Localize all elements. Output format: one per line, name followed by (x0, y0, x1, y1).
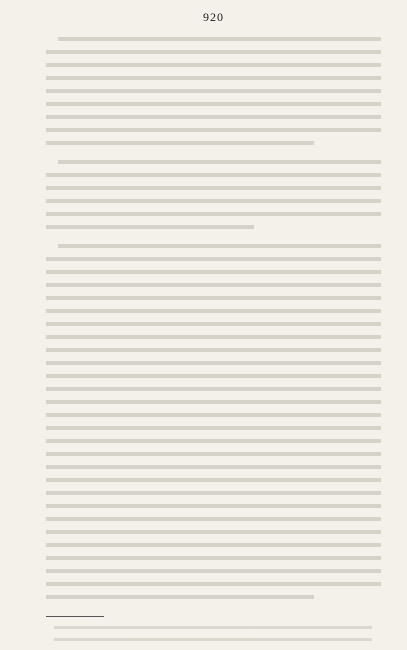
text-line (46, 306, 381, 317)
text-line (46, 138, 314, 149)
text-line (58, 34, 381, 45)
text-line (46, 60, 381, 71)
text-line (46, 222, 254, 233)
text-line (46, 591, 314, 602)
text-line (46, 319, 381, 330)
paragraph-etiology (46, 157, 381, 233)
text-line (46, 125, 381, 136)
footnote-divider (46, 616, 104, 617)
text-line (46, 565, 381, 576)
text-line (46, 183, 381, 194)
text-line (46, 449, 381, 460)
text-line (46, 552, 381, 563)
text-line (46, 254, 381, 265)
text-line (46, 209, 381, 220)
text-line (58, 157, 381, 168)
text-line (46, 436, 381, 447)
paragraph-pathological-process (46, 34, 381, 148)
text-line (46, 513, 381, 524)
text-line (46, 86, 381, 97)
text-line (46, 397, 381, 408)
text-line (46, 267, 381, 278)
text-line (46, 474, 381, 485)
text-line (46, 73, 381, 84)
text-line (46, 500, 381, 511)
text-line (46, 293, 381, 304)
text-line (46, 487, 381, 498)
text-line (46, 196, 381, 207)
paragraph-temperament (46, 241, 381, 602)
footnote-line (54, 635, 372, 644)
page-number: 920 (203, 10, 224, 24)
text-line (46, 280, 381, 291)
footnote-line (54, 623, 372, 632)
text-line (46, 539, 381, 550)
footnotes (46, 623, 381, 650)
text-line (46, 384, 381, 395)
text-line (46, 47, 381, 58)
text-line (46, 410, 381, 421)
text-line (46, 371, 381, 382)
text-line (46, 170, 381, 181)
text-line (58, 241, 381, 252)
text-line (46, 345, 381, 356)
text-line (46, 332, 381, 343)
text-line (46, 462, 381, 473)
text-line (46, 526, 381, 537)
text-line (46, 358, 381, 369)
text-line (46, 112, 381, 123)
text-line (46, 423, 381, 434)
text-line (46, 99, 381, 110)
text-line (46, 578, 381, 589)
